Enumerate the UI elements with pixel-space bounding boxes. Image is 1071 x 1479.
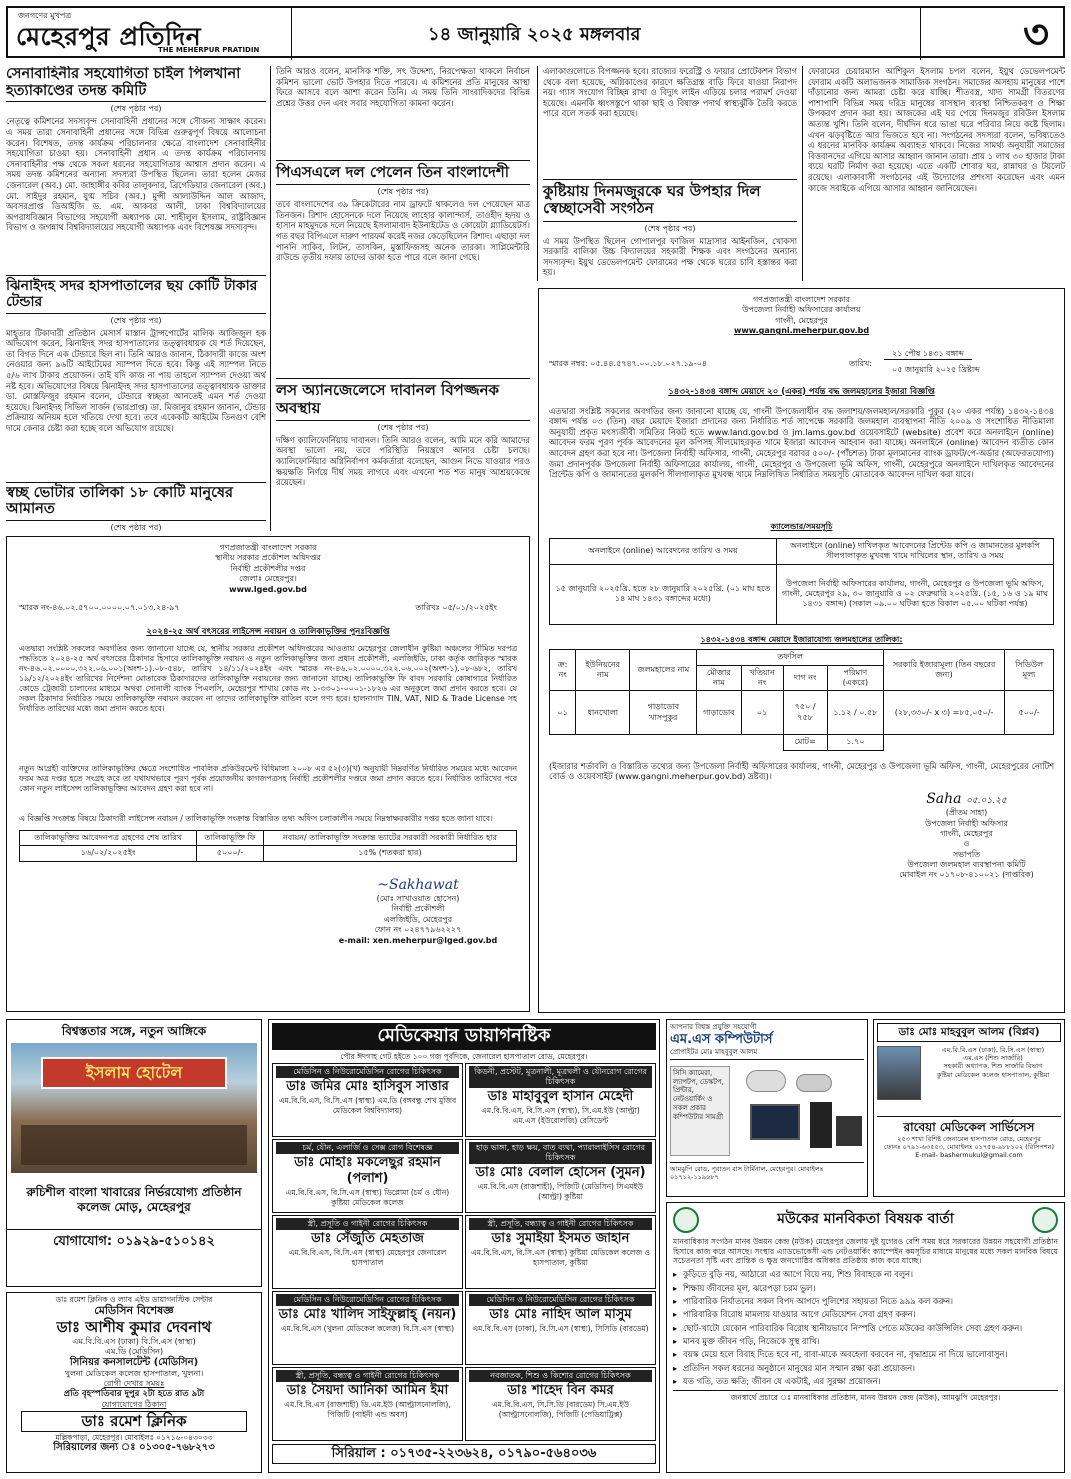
article-headline: লস অ্যানজেলেসে দাবানল বিপজ্জনক অবস্থায় [276, 378, 530, 421]
jalmahal-table [549, 649, 1054, 751]
doctor-name: ডাঃ মোঃ বেলাল হোসেন (সুমন) [475, 1164, 646, 1180]
hotel-photo [11, 1043, 257, 1173]
doctor-name: ডাঃ মোঃ খালিদ সাইফুল্লাহ্ (নয়ন) [278, 1306, 457, 1322]
ad-address: পৌর ঈদগাহ গেট হইতে ১০০ গজ পূর্বদিকে, জেনারেল হাসপাতাল রোড, মেহেরপুর। [340, 1051, 588, 1061]
doctor-degree: এম.বি.বি.এস (ঢাকা), বি.সি.এস (স্বাস্থ্য), সিসিডি (বারডেম) [472, 1324, 649, 1334]
doctor-degree: এম.বি.বি.এস, বি.সি.এস (স্বাস্থ্য), সি.এম.ইউ (আল্ট্রা) এম.এস (ইউরোলজি) রেসিডেন্ট [481, 1106, 640, 1125]
clinic-address: মল্লিকপাড়া, মেহেরপুর। মোবাইলঃ ০১৭১৬-০৪৩০৩৩ [55, 1432, 213, 1442]
ad-top: আপনার বিশ্বস্ত প্রযুক্তি সহযোগী [670, 1023, 757, 1031]
doctor-card [272, 1291, 463, 1365]
serial-phone: সিরিয়াল : ০১৭৩৫-২২৩৬২৪, ০১৭৯০-৫৬৪০৩৬ [272, 1444, 656, 1464]
list-item: ▸ মানব মুক্ত জীবন গড়ি, নিজেকে সুস্থ রাখি। [673, 1336, 1058, 1346]
notice-line: উপজেলা নির্বাহী অফিসারের কার্যালয় [742, 305, 861, 315]
signatory-name: (প্রীতম সাহা) [945, 808, 988, 818]
doctor-specialty: স্ত্রী, প্রসূতি, বন্ধ্যাত্ব ও গাইনী রোগের চিকিৎসক [469, 1218, 652, 1230]
ad-intro: মানবাধিকার সংগঠন মানব উন্নয়ন কেন্দ্র (মউক) মেহেরপুর জেলায় দুই যুগেরও বেশি সময় ধরে সরকারের উন্নয়ন সহযোগী প্রতিষ্ঠান হিসাবে কাজ করে আসছে। সংস্থার এ্যাডভোকেসী এন্ড নেটওয়ার্কিং ক্যাম্পেইন কমসূচির মাধ্যমে মানুষের মধ্যে সকল মানবিক বিষয়ে সচেতনতা সৃষ্টি এবং প্রান্তিক ও ক্ষুদ্র জনগোষ্ঠির অধিকার প্রতিষ্ঠায় কাজ করে যাচ্ছে। [673, 1237, 1058, 1266]
table-cell: ধানখোলা [576, 691, 630, 735]
mouk-logo-icon [1032, 1207, 1058, 1233]
table-cell: ০১ [550, 691, 576, 735]
table-header: নবায়ন/ তালিকাভূক্তি সংক্রান্ত ভ্যাটের সরকারী সরকারী নির্ধারিত হার [263, 830, 516, 845]
doctor-card [465, 1291, 656, 1365]
ad-items: সিসি ক্যামেরা, ল্যাপটপ, ডেস্কটপ, প্রিন্টার, নেটওয়ার্কিং ও সকল প্রকার কম্পিউটার সামগ্রী [670, 1066, 730, 1156]
notice-line: গণপ্রজাতন্ত্রী বাংলাদেশ সরকার [219, 543, 317, 552]
notice-date: তারিখঃ ০৫/০১/২০২৫ইং [415, 602, 497, 612]
date-bengali: ২১ পৌষ ১৪৩১ বঙ্গাব্দ [884, 349, 972, 360]
product-images [670, 1066, 864, 1156]
table-header: দাগ নং [783, 665, 827, 691]
signatory-office: গাংনী, মেহেরপুর [940, 828, 993, 838]
date-english: ০৫ জানুয়ারি ২০২৫ খ্রিষ্টাব্দ [892, 364, 980, 374]
schedule-cell: ১৫ জানুয়ারি ২০২৫খ্রি. হতে ২৮ জানুয়ারি ২০২৫খ্রি. (০১ মাঘ হতে ১৪ মাঘ ১৪৩১ বঙ্গাব্দের মধ্যে) [550, 564, 777, 624]
column-2 [270, 66, 530, 531]
shop-owner: প্রোপাইটর মোঃ মাহবুবুল আলম [670, 1048, 864, 1060]
table-cell: ০১ [741, 691, 783, 735]
lged-license-notice [6, 536, 530, 1012]
notice-body: এতদ্বারা সংশ্লিষ্ট সকলের অবগতির জন্য জানানো যাচ্ছে যে, গাংনী উপজেলাধীন বদ্ধ জলাশয়/জলমহাল/সরকারি পুকুর (২০ একর পর্যন্ত) ১৪৩২-১৪৩৪ বঙ্গাব্দ পর্যন্ত ০৩ (তিন) বছর মেয়াদে ইজারা প্রদানের জন্য নির্ধারিত শর্ত সাপেক্ষে সরকারি জলমহাল ব্যবস্থাপনা নীতি ২০০৯ ও সংশোধিত নীতিমালা অনুযায়ী প্রকৃত মৎস্যজীবী সমিতির নিকট হতে www.land.gov.bd ও jm.lams.gov.bd ওয়েবসাইটে (website) প্রবেশ করে অনলাইনে (online) আবেদন ফরম পূরণ পূর্বক আবেদনের মূল কপিসহ সীলমোহরকৃত খামে ইজারা আবেদন আহবান করা যাচ্ছে। অনলাইনে (online) আবেদন ব্যতীত কোন আবেদন গ্রহণ করা হবে না। উপজেলা নির্বাহী অফিসার, গাংনী, মেহেরপুর বরাবর ৫০০/- (পাঁচশত) টাকা মূল্যমানের ব্যাংক ড্রাফট/পে-অর্ডার (অফেরতযোগ্য) জমা প্রদানপূর্বক উপজেলা নির্বাহী অফিসারের কার্যালয়, গাংনী, মেহেরপুর ও উপজেলা ভূমি অফিস, গাংনী, মেহেরপুরে অনলাইনে দাখিলকৃত আবেদনের প্রিন্টেড কপি ও জামানতের মুলকপি সীলগালাকৃত মুখবন্ধ খামে নিম্নলিখিত নির্ধারিত সময়সূচি মোতাবেক আবেদন দাখিল করা যাবে। [549, 405, 1054, 480]
article-body: এ সময় উপস্থিত ছিলেন গোপালপুর ফাজিল মাদ্রাসার আইনজিন, খোকসা সরকারি বালিকা উচ্চ বিদ্যালয়ের সহকারী শিক্ষক এবং সংগঠনের অন্যান্য সদস্যবৃন্দ। ইয়ুথ ডেভেলপমেন্ট ফোরামের পক্ষ থেকে ঘরের চাবি হস্তান্তর করা হয়। [543, 235, 797, 278]
continued-label: (শেষ পৃষ্ঠার পর) [377, 422, 429, 432]
doctor-name: ডাঃ সৈয়দা আনিকা আমিন ইমা [286, 1382, 449, 1398]
notice-title: ১৪৩২-১৪৩৪ বঙ্গাব্দ মেয়াদে ২০ (একর) পর্যন্ত বদ্ধ জলমহালের ইজারা বিজ্ঞপ্তি [668, 386, 935, 397]
mouk-awareness-ad [666, 1202, 1065, 1473]
table-header: তালিকাভূক্তির আবেদনপত্র গ্রহণের শেষ তারিখ [20, 830, 197, 845]
camera-and-pc-icon [736, 1066, 864, 1156]
doctor-name: ডাঃ আশীষ কুমার দেবনাথ [56, 1318, 212, 1337]
ad-top: ডাঃ রমেশ ক্লিনিক ও ল্যাব এইড ডায়াগনস্টিক সেন্টার [55, 1295, 213, 1304]
newspaper-name: মেহেরপুর প্রতিদিন [16, 22, 202, 51]
doctor-degree: এম.বি.বি.এস, বি.সি.এস (স্বাস্থ্য) মেহেরপুর জেনারেল হাসপাতাল [288, 1248, 447, 1267]
table-cell: ১.১২ / ০.৫৮ [827, 691, 883, 735]
table-cell: ৫০০/- [1005, 691, 1054, 735]
doctor-degree: সহকারী অধ্যাপক, শিশু সার্জারি বিভাগ [943, 1062, 1043, 1071]
notice-line: জেলাঃ মেহেরপুর। [239, 574, 297, 584]
clinic-email: E-mail- bashermukul@gmail.com [915, 1151, 1023, 1160]
doctor-specialty: মেডিসিন ও নিউরোমেডিসিন রোগের চিকিৎসক [276, 1294, 459, 1306]
memo-number: স্মারক নং-৪৬.০২.৫৭০০.০০০০.০৭.০১৩.২৪-৯৭ [19, 602, 180, 612]
doctor-degree: এম.বি.বি.এস, সি.সি.ডি (বারডেম) সি.এম.ইউ (আল্ট্রাসনোলজি), পিজিটি (পেডিয়াট্রিক্স) [492, 1400, 629, 1419]
serial-phone: সিরিয়ালের জন্য ঃ ০১৩০৫-৭৬৮২৭৩ [53, 1442, 215, 1454]
doctor-specialty: স্ত্রী, প্রসূতি ও গাইনী রোগের চিকিৎসক [276, 1218, 459, 1230]
table-header: তালিকাভূক্তি ফি [197, 830, 264, 845]
table-header: জলমহালের নাম [630, 650, 697, 691]
doctor-degree: এম.বি.বি.এস (রাজশাহী), পিজিটি (মেডিসিন) সিএমইউ (আল্ট্রা) কুষ্টিয়া [477, 1182, 644, 1201]
signature: ~Sakhawat [377, 876, 459, 893]
medicare-diagnostic-ad [268, 1019, 660, 1473]
doctor-card [272, 1139, 463, 1213]
ad-line: রুচিশীল বাংলা খাবারের নির্ভরযোগ্য প্রতিষ্ঠান [26, 1185, 242, 1199]
doctor-card [272, 1063, 463, 1137]
notice-body: এতদ্বারা সংশ্লিষ্ট সকলের অবগতির জন্য জানানো যাচ্ছে যে, স্থানীয় সরকার প্রকৌশল অধিদপ্তরের আওতায় মেহেরপুর জেলাধীন কুষ্টিয়া অঞ্চলের সীমিত দরপত্র পদ্ধতিতে ২০২৪-২৫ অর্থ বৎসরের ঠিকাদার হিসাবে তালিকাভূক্তি নবায়ন ও নতুন তালিকাভূক্তির জন্য প্রধান প্রকৌশলী, এলজিইডি, ঢাকা কর্তৃক জারিকৃত স্মারক নং-৪৬.০২.০০০০.৩২২.০৬.০০১(অংশ-১).০৮-৫৪৮, তারিখ ১৪/১১/২০২৪ইং এবং স্মারক নং-৪৬.০২.০০০০.৩২২.০৬.০০২(অংশ-১).০৮-৬৮২, তারিখ ১৯/১২/২০২৪ইং তারিখের নির্দেশনা মোতাবেক ঠিকাদারদের তালিকাভুক্তি নবায়নের জন্য জানানো যাচ্ছে। তালিকাভুক্তি ফি বাবদ সরকারি কোষাগারে নির্ধারিত কোডে ট্রেজারী চালানের মাধ্যমে অথবা সোনালী ব্যাংক পিএলসি, মেহেরপুর শাখায় কোড নং ১-৩৩০১-০০০১-১৮২৬ এর অনুকূলে জমা প্রদান করতে হবে। যে সকল ঠিকাদার নির্ধারিত সময়ে তালিকাভুক্তি নবায়ন করবেন না তাদের তালিকাভুক্তি বাতিল বলে গণ্য হবে। হালনাগাদ TIN, VAT, NID & Trade License সহ নির্ধারিত তারিখের মধ্যে জমা প্রদান করতে হবে। [19, 644, 517, 713]
list-item: ▸ কুড়িতে বুড়ি নয়, আঠারো এর আগে বিয়ে নয়, শিশু বিবাহকে না বলুন। [673, 1269, 1058, 1279]
doctor-specialty: নবজাতক, শিশু ও কিশোর রোগের চিকিৎসক [469, 1370, 652, 1382]
clinic-name: ডাঃ রমেশ ক্লিনিক [21, 1411, 247, 1432]
table-cell: (২৮,৩৩০/- x ৩) =৮৫,০৫০/- [883, 691, 1004, 735]
clinic-phone: ফোনঃ ০৭৯১-৬৩৫৫৩, মোবাইলঃ ০১৭৫৪-৯৮৮১০২ (রিসিপশন) [883, 1143, 1055, 1152]
notice-line: গাংনী, মেহেরপুর [775, 315, 828, 325]
table-header-group: তফসিল [697, 650, 884, 665]
doctor-name: ডাঃ সেঁজুতি মেহতাজ [311, 1230, 424, 1246]
shop-address: আমঝুপি রোড, পুরাতন বাস টার্মিনাল, মেহেরপুর। মোবাইলঃ ০১৭১২-১১৯৬৮৭ [670, 1162, 864, 1181]
signatory-text: ও [963, 839, 970, 849]
table-header: সরকারি ইজারামূল্য (তিন বছরের জন্য) [883, 650, 1004, 691]
table-total-row [550, 735, 1054, 750]
table-header: মৌজার নাম [697, 665, 741, 691]
article-body: মাহ্তার টিকাদারী প্রতিষ্ঠান মেসার্স মাস্তান ট্রান্সপোর্টের মালিক আজিজুল হক অভিযোগ করেন, ঝিনাইদহ সদর হাসপাতালের তত্ত্বাবধায়ক যে শর্ত দিয়েছেন, তা বিগত দিনে এক টেন্ডারে ছিল না। তিনি আরও জানান, ঠিকাদারী কাজে অংশ নেওয়ার জন্য ৯৬টি আইটেমের স্যাম্পল দিতে হবে। কিন্তু এই স্যাম্পল নিতে ৫/৬ লাখ টাকার প্রয়োজন। তাই যদি কাজ না পায় তাহলে স্যাম্পল দেওয়া অর্থ নষ্ট হবে। অভিযোগের বিষয়ে ঝিনাইদহ সদর হাসপাতালের তত্ত্বাবধায়ক ডাক্তার ডা. মোস্তফিজুর রহমান বলেন, টেন্ডারে স্বচ্ছতা আনতেই এমন শর্ত দেওয়া হয়েছে। ঝিনাইদহ সিভিল সার্জন (ভারপ্রাপ্ত) ডা. মিজানুর রহমান জানান, টেন্ডার প্রক্রিয়ায় অনিয়ম হলে খতিয়ে দেখা হবে। তবে একেকটি আইটেম তিনগুণ বেশি দামে কেনার চেষ্টা করা হচ্ছে বলে অভিযোগ রয়েছে। [6, 327, 266, 434]
awareness-list [673, 1269, 1058, 1386]
article-headline: পিএসএলে দল পেলেন তিন বাংলাদেশী [276, 160, 530, 185]
doctor-degree: এম.বি.বি.এস (ঢাকা), বি.সি.এস (স্বাস্থ্য) [941, 1046, 1045, 1055]
notice-line: স্থানীয় সরকার প্রকৌশল অধিদপ্তর [215, 553, 321, 563]
list-item: ▸ যত গতি, তত ক্ষতি; জীবন যে একটাই, এর সুরক্ষা প্রয়োজন। [673, 1376, 1058, 1386]
doctor-degree: খুলনা মেডিকেল কলেজ হাসপাতাল, খুলনা। [64, 1369, 204, 1379]
signatory-title: উপজেলা নির্বাহী অফিসার [925, 818, 1008, 828]
notice-body: এ বিজ্ঞপ্তি সংক্রান্ত বিষয়ে ঠিকাদারী লাইসেন্স নবায়ন / তালিকাভূক্তি সংক্রান্ত বিস্তারিত তথ্য অফিস চলাকালীন সময়ে নিম্নস্বাক্ষরকারীর দপ্তর হতে জানা যাবে। [19, 814, 493, 823]
doctor-biplob-ad [873, 1019, 1065, 1197]
masthead [6, 6, 1065, 58]
table-row [550, 691, 1054, 735]
doctor-name: ডাঃ মোহাঃ মকলেছুর রহমান (পলাশ) [294, 1154, 441, 1187]
doctor-specialty: হাড় ভাঙ্গা, হাড় ক্ষয়, বাত ব্যথা, প্যারালাইসিস রোগের চিকিৎসক [469, 1142, 652, 1164]
doctor-degree: এম.বি.বি.এস, বি.সি.এস (স্বাস্থ্য) ডিপ্লোমা (চর্ম ও যৌন) কুষ্টিয়া মেডিকেল কলেজ [285, 1188, 450, 1207]
column-4 [802, 66, 1065, 281]
shop-name: এম.এস কম্পিউটার্স [670, 1031, 773, 1047]
clinic-name: রাবেয়া মেডিকেল সার্ভিসেস [877, 1116, 1061, 1135]
article-body: ফোরামের চেয়ারম্যান আশিকুল ইসলাম চপল বলেন, ইয়ুথ ডেভেলপমেন্ট ফোরাম একটি অলাভজনক সামাজিক সংগঠন। সমাজের অসহায় মানুষের পাশে দাঁড়ানোর জন্য আমরা চেষ্টা করে যাচ্ছি। শীতবস্ত্র, খাদ্য সামগ্রী বিতরণের পাশাপাশি বিভিন্ন সময় দরিদ্র মানুষের বাসস্থান ব্যবস্থা নিশ্চিতকরণ ও শিক্ষা উপকরণ প্রদান করা হয়। আজকের এই ঘর পেয়ে দিনমজুর রবিউল ইসলাম অত্যন্ত খুশি। তিনি বলেন, দীর্ঘদিন ধরে ভাঙা ঘরে পরিবার নিয়ে কষ্টে ছিলাম। এখন ঝড়বৃষ্টিতে আর ভিজতে হবে না। সংগঠনের সদস্যরা বলেন, ভবিষ্যতেও এ ধরনের মানবিক কার্যক্রম অব্যাহত থাকবে। নিজের সামর্থ্য অনুযায়ী সমাজের বিত্তবানদের এগিয়ে আসার আহ্বান জানান তারা। প্রায় ১ লাখ ৩০ হাজার টাকা ব্যয়ে ঘরটি নির্মাণ করা হয়েছে। এতে একটি শোবার ঘর, রান্নাঘর ও টয়লেট রয়েছে। এলাকাবাসী সংগঠনের এই উদ্যোগের প্রশংসা করেছেন এবং এমন কাজে সবাইকে এগিয়ে আসার আহ্বান জানিয়েছেন। [808, 66, 1065, 193]
list-item: ▸ পারিবারিক নির্যাতনের সকল বিপদ আপদে পুলিশের সহায়তা নিতে ৯৯৯ কল করুন। [673, 1296, 1058, 1306]
article-headline: সেনাবাহিনীর সহযোগিতা চাইল পিলখানা হত্যাকাণ্ডের তদন্ত কমিটি [6, 66, 266, 102]
ad-title: মেডিকেয়ার ডায়াগনষ্টিক [272, 1023, 656, 1050]
continued-label: (শেষ পৃষ্ঠার পর) [110, 104, 162, 114]
ad-line: কলেজ মোড়, মেহেরপুর [77, 1200, 191, 1214]
signature-block [879, 790, 1054, 881]
doctor-card [465, 1215, 656, 1289]
notice-body: নতুন আগ্রহী ব্যক্তিদের তালিকাভূক্তির ক্ষেত্রে সংশোধিত পাবলিক প্রকিউরমেন্ট বিধিমালা ২০০৮ এর ৫২(৩)(খ) অনুযায়ী নিম্নবর্ণিত নির্ধারিত সময়ের মধ্যে আবেদন ফরম অত্র দপ্তর হতে সংগ্রহ করে তা যথাযথভাবে পূরণ পূর্বক প্রয়োজনীয় কাগজপত্রসহ নির্বাহী প্রকৌশলীর দপ্তরে জমা প্রদান করতে হবে। নির্ধারিত তারিখের পরে কোন নতুন লাইসেন্স তালিকাভূক্তির আবেদন গ্রহণ করা হবে না। [19, 764, 517, 793]
total-value: ১.৭০ [827, 735, 883, 750]
doctor-specialty: কিডনী, প্রস্টেট, মূত্রনালী, মূত্রথলী ও যৌনরোগ রোগের চিকিৎসক [469, 1066, 652, 1088]
list-title: ১৪৩২-১৪৩৪ বঙ্গাব্দ মেয়াদে ইজারাযোগ্য জলমহালের তালিকা: [700, 634, 903, 644]
issue-date: ১৪ জানুয়ারি ২০২৫ মঙ্গলবার [428, 24, 641, 45]
signature-block [319, 876, 517, 946]
table-cell: ৫০০০/- [197, 846, 264, 861]
total-label: মোট= [783, 735, 827, 750]
ad-tagline: বিশ্বস্ততার সঙ্গে, নতুন আঙ্গিকে [61, 1024, 207, 1038]
doctor-card [465, 1367, 656, 1441]
gangni-lease-notice [538, 288, 1065, 1013]
list-item: ▸ শিক্ষায় জীবনের মূল, ঝরেপড়া চরম ভুল। [673, 1283, 1058, 1293]
table-header: খতিয়ান নং [741, 665, 783, 691]
schedule-header: অনলাইনে (online) দাখিলকৃত আবেদনের প্রিন্টেড কপি ও জামানতের মুলকপি সীলগালাকৃত মুখবন্ধ খামে দাখিলের স্থান, তারিখ ও সময় [776, 539, 1053, 565]
signatory-text: সভাপতি [952, 849, 981, 859]
date-label: তারিখ: [849, 358, 872, 368]
ad-specialty: মেডিসিন বিশেষজ্ঞ [94, 1304, 174, 1318]
doctor-degree: এম.বি.বি.এস, বি.সি.এস (স্বাস্থ্য) এম.ডি (বঙ্গবন্ধু শেখ মুজিব মেডিকেল বিশ্ববিদ্যালয়) [278, 1096, 457, 1115]
signatory-office: এলজিইডি, মেহেরপুর [383, 914, 453, 924]
notice-line: গণপ্রজাতন্ত্রী বাংলাদেশ সরকার [752, 295, 851, 304]
doctor-degree: সিনিয়র কনসালটেন্ট (মেডিসিন) [69, 1356, 199, 1368]
list-item: ▸ প্রতিদিন সকল ধরনের অনুষ্ঠানে মানুষের মান সম্মান রক্ষা করা প্রয়োজন। [673, 1363, 1058, 1373]
continued-label: (শেষ পৃষ্ঠার পর) [110, 522, 162, 531]
list-item: ▸ পারিবারিক বিরোধ মামলায় যাওয়ার আগে মেডিয়েশন সেবা গ্রহণ করুন। [673, 1309, 1058, 1319]
newspaper-name-en: THE MEHERPUR PRATIDIN [158, 46, 260, 54]
calendar-title: ক্যালেন্ডার/সময়সূচি [770, 521, 833, 531]
mouk-logo-icon [673, 1207, 699, 1233]
doctor-specialty: চর্ম, যৌন, এলার্জি ও সেক্স রোগ বিশেষজ্ঞ [276, 1142, 459, 1154]
signatory-title: নির্বাহী প্রকৌশলী [391, 904, 445, 914]
doctor-degree: এম.বি.বি.এস, বি.সি.এস (স্বাস্থ্য) কুষ্টিয়া মেডিকেল কলেজ ও হাসপাতাল, কুষ্টিয়া [471, 1248, 650, 1267]
list-item: ▸ বয়স্ক মেয়ে হলে বিবাহ দিতে হবে না, বাবা-মাকে অবহেলা করবেন না, বৃদ্ধাশ্রমে না দিয়ে ভালোবাসুন। [673, 1349, 1058, 1359]
signatory-email: e-mail: xen.meherpur@lged.gov.bd [338, 935, 498, 945]
signatory-phone: ফোন নং ০২৪৭৭৯৬২২২৭ [374, 925, 462, 935]
memo-number: স্মারক নম্বর: ০৫.৪৪.৫৭৪৭.০০.১৮.০২৭.১৯-০৪ [549, 358, 708, 368]
ad-phone: যোগাযোগ: ০১৯২৯-৫১০১৪২ [7, 1229, 261, 1250]
signatory-phone: মোবাইল নং ০১৭০৮-৪১০০২১ (দাপ্তরিক) [899, 870, 1034, 880]
doctor-specialty: মেডিসিন ও নিউরোমেডিসিন রোগের চিকিৎসক [469, 1294, 652, 1306]
hotel-ad [6, 1019, 262, 1287]
doctor-degree: এম.বি.বি.এস (খুলনা মেডিকেল কলেজ) বি.সি.এস (স্বাস্থ্য) [280, 1324, 455, 1334]
doctor-specialty: স্ত্রী, প্রসূতি, বন্ধ্যত্ব ও গাইনী রোগের চিকিৎসক [276, 1370, 459, 1382]
table-cell: ১৬/০২/২০২৫ইং [20, 846, 197, 861]
ad-footer: জনস্বার্থে প্রচারে ঃ মানবাধিকার প্রতিষ্ঠান, মানব উন্নয়ন কেন্দ্র (মউক), আমঝুপি মেহেরপুর। [673, 1390, 1058, 1402]
doctor-degree: এম.ডি (মেডিসিন) [104, 1346, 164, 1356]
table-cell: গাড়াডোব [697, 691, 741, 735]
article-body: তবে বাংলাদেশের ৩৯ ক্রিকেটারের নাম ড্রাফটে থাকলেও দল পেয়েছেন মাত্র তিনজন। রিশাদ হোসেনকে দলে নিয়েছে লাহোর কালান্দার্স, তাওহীদ হৃদয় ও হাসান মাহমুদকে দলে নিয়েছে ইসলামাবাদ ইউনাইটেড ও কোয়েটা গ্ল্যাডিয়েটর্স। গত বছর বিপিএলে দারুণ পারফর্ম করেই নজর কেড়েছিলেন রিশাদ। এছাড়া দল পাননি সাকিব, লিটন, তাসকিন, মুস্তাফিজসহ অনেক তারকা। সাপ্লিমেন্টারি রাউন্ডে তৃতীয় দফায় তাদের ডাকা হতে পারে বলে জানা গেছে। [276, 199, 530, 263]
doctor-name: ডাঃ মোঃ মাহবুবুল আলম (বিপ্লব) [877, 1023, 1061, 1042]
table-header: পরিমাণ (একরে) [827, 665, 883, 691]
doctor-photo [877, 1046, 921, 1100]
doctor-grid [272, 1063, 656, 1441]
clinic-address: ২৫৩ শাখা বিশিষ্ট জেনারেল হাসপাতাল রোড, মেহেরপুর [897, 1135, 1041, 1144]
article-body: এলাকাগুলোতে বিপজ্জনক হবে। রাজ্যের ফরেস্ট্রি ও ফায়ার প্রোটেকশন বিভাগ থেকে বলা হয়েছে, অগ্নিকাণ্ডের কারণে ক্ষতিগ্রস্ত বাড়ি ফিরে যাওয়া নিরাপদ নয়। গ্যাস সংযোগ বিচ্ছিন্ন রাখা ও বিদ্যুৎ লাইন এড়িয়ে চলার পরামর্শ দেওয়া হয়েছে। এমনকি ধ্বংসস্তূপে থাকা ছাই ও বিষাক্ত পদার্থ স্বাস্থ্যঝুঁকি তৈরি করতে পারে বলে সতর্ক করা হয়েছে। [543, 66, 797, 119]
table-cell: ৭৫০ / ৭৫৮ [783, 691, 827, 735]
column-1 [6, 66, 266, 531]
article-body: নেতৃত্বে কমিশনের সদস্যবৃন্দ সেনাবাহিনী প্রধানের সঙ্গে সৌজন্য সাক্ষাৎ করেন। এ সময় তারা সেনাবাহিনী প্রধানের সঙ্গে বিভিন্ন গুরুত্বপূর্ণ বিষয়ে আলোচনা করেন। বিশেষত, তদন্ত কার্যক্রম পরিচালনার ক্ষেত্রে বাংলাদেশ সেনাবাহিনীর সহযোগিতা চাওয়া হয়। সেনাবাহিনী প্রধান এ তদন্ত কার্যক্রম পরিচালনায় সেনাবাহিনীর পক্ষ থেকে সকল ধরনের সহযোগিতার আশ্বাস প্রদান করেন। এ সময় তদন্ত কমিশনের অন্যান্য সদস্যরা উপস্থিত ছিলেন। তারা হলেন মেজর জেনারেল (অব.) মো. জাহাঙ্গীর কবির তালুকদার, ব্রিগেডিয়ার জেনারেল (অব.) মো. সাইদুর রহমান, যুগ্ম সচিব (অব.) মুন্সী আলাউদ্দিন আল আজাদ, অবসরপ্রাপ্ত ডিআইজি ড. এম. আকবর আলী, ঢাকা বিশ্ববিদ্যালয়ের অপরাধবিজ্ঞান বিভাগের সহযোগী অধ্যাপক মো. শাহীলুল ইসলাম, রাষ্ট্রবিজ্ঞান বিভাগ ও জগন্নাথ বিশ্ববিদ্যালয়ের সহযোগী অধ্যাপক এবং বিশেষজ্ঞ সদস্যবৃন্দ। [6, 116, 266, 233]
article-headline: কুষ্টিয়ায় দিনমজুরকে ঘর উপহার দিল স্বেচ্ছাসেবী সংগঠন [543, 179, 797, 222]
table-header: সিডিউল মূল্য [1005, 650, 1054, 691]
article-body: তিনি আরও বলেন, মানসিক শক্তি, সৎ উদ্দেশ্য, নিরপেক্ষতা থাকলে নির্বাচন কমিশন ভালো ভোট উপহার দিতে পারবে। এ কমিশনের প্রতি মানুষের আস্থা ফিরে আসবে বলে আশা করেন তিনি। এ সময় তিনি সাংবাদিকদের বিভিন্ন প্রশ্নের উত্তর দেন এবং সবার সহযোগিতা কামনা করেন। [276, 66, 530, 108]
masthead-tagline: জনগণের মুখপত্র [18, 11, 72, 20]
list-item: ▸ ছোট-খাটো যেকোন পারিবারিক বিরোধ স্থানীয়ভাবে নিস্পত্তি পেতে মউকের কাউন্সিলিং সেবা গ্রহণ করুন। [673, 1323, 1058, 1333]
table-cell: ১৫% (শতকরা হার) [263, 846, 516, 861]
notice-footer: (ইজারার শর্তাবলি ও বিস্তারিত তথ্যের জন্য উপজেলা নির্বাহী অফিসারের কার্যালয়, গাংনী, মেহেরপুর ও উপজেলা ভূমি অফিস, গাংনী, মেহেরপুরের নোটিশ বোর্ড ও ওয়েবসাইট (www.gangni.meherpur.gov.bd) দ্রষ্টব্য)। [549, 760, 1054, 782]
article-body: দক্ষিণ ক্যালিফোর্নিয়ায় দাবানল। তিনি আরও বলেন, আমি মনে করি আমাদের অবস্থা ভালো নয়, তবে পরিস্থিতি নিয়ন্ত্রণে আনার চেষ্টা চলছে। ক্যালিফোর্নিয়ার অগ্নিনির্বাপণ কর্মকর্তারা বলেছেন, আগুন নিভে যাওয়ার পরও ক্ষয়ক্ষতি নির্ণয়ে দীর্ঘ সময় লাগবে এবং এখনো শত শত মানুষ আশ্রয়কেন্দ্রে রয়েছেন। [276, 434, 530, 488]
doctor-name: ডাঃ মাহাবুবুল হাসান মেহেদী [487, 1088, 634, 1104]
doctor-degree: এম.বি.বি.এস (রাজশাহী) ডি.এম.ইউ (আল্ট্রাসনোলজি), পিজিটি (গাইনী এন্ড অবস) [284, 1400, 451, 1419]
ad-title: মউকের মানবিকতা বিষয়ক বার্তা [777, 1211, 954, 1228]
table-header: ক্র: নং [550, 650, 576, 691]
signatory-text: উপজেলা জলমহাল ব্যবস্থাপনা কমিটি [907, 860, 1026, 870]
doctor-degree: এম.বি.বি.এস (ঢাকা) বি.সি.এস (স্বাস্থ্য) [72, 1336, 196, 1346]
signature: Saha ০৫.০১.২৫ [926, 790, 1007, 807]
doctor-card [465, 1139, 656, 1213]
schedule-cell: উপজেলা নির্বাহী অফিসারের কার্যালয়, গাংনী, মেহেরপুর ও উপজেলা ভূমি অফিস, গাংনী, মেহেরপুর ২৯, ৩০ জানুয়ারি ও ০২ ফেব্রুয়ারি ২০২৫খ্রি. (১৫, ১৬ ও ১৯ মাঘ ১৪৩১ বঙ্গাব্দ) (সকাল ০৯.০০ ঘটিকা হতে বিকাল ০৫.০০ ঘটিকা পর্যন্ত) [776, 564, 1053, 624]
doctor-name: ডাঃ জমির মোঃ হাসিবুস সাত্তার [286, 1078, 449, 1094]
continued-label: (শেষ পৃষ্ঠার পর) [377, 187, 429, 197]
column-3 [537, 66, 797, 281]
doctor-name: ডাঃ সুমাইয়া ইসমত জাহান [491, 1230, 630, 1246]
hotel-signboard: ইসলাম হোটেল [41, 1057, 227, 1089]
doctor-card [272, 1367, 463, 1441]
notice-website: www.lged.gov.bd [229, 584, 307, 594]
computer-shop-ad [666, 1019, 868, 1197]
doctor-specialty: মেডিসিন ও নিউরোমেডিসিন রোগের চিকিৎসক [276, 1066, 459, 1078]
table-header: ইউনিয়নের নাম [576, 650, 630, 691]
schedule-table [549, 538, 1054, 625]
table-cell: গাড়াডোব খাসপুকুর [630, 691, 697, 735]
continued-label: (শেষ পৃষ্ঠার পর) [110, 315, 162, 325]
signatory-name: (মোঃ সাখাওয়াত হোসেন) [376, 893, 460, 903]
visiting-time: প্রতি বৃহস্পতিবার দুপুর ২টা হতে রাত ৯টা [63, 1389, 205, 1400]
address-label: যোগাযোগের ঠিকানা [101, 1400, 167, 1409]
doctor-degree: কুষ্টিয়া মেডিকেল কলেজ হাসপাতাল, কুষ্টিয়া [936, 1070, 1050, 1079]
doctor-card [272, 1215, 463, 1289]
continued-label: (শেষ পৃষ্ঠার পর) [644, 223, 696, 233]
article-headline: ঝিনাইদহ সদর হাসপাতালের ছয় কোটি টাকার টেন্ডার [6, 275, 266, 313]
notice-line: নির্বাহী প্রকৌশলীর দপ্তর [230, 563, 306, 573]
doctor-name: ডাঃ শাহেদ বিন কমর [507, 1382, 614, 1398]
schedule-header: অনলাইনে (online) আবেদনের তারিখ ও সময় [550, 539, 777, 565]
ramesh-clinic-ad [6, 1292, 262, 1473]
page-number: ৩ [1022, 12, 1049, 58]
license-fee-table [19, 830, 517, 862]
notice-website: www.gangni.meherpur.gov.bd [733, 326, 870, 336]
visiting-label: রোগী দেখার সময়ঃ [103, 1379, 165, 1389]
notice-title: ২০২৪-২৫ অর্থ বৎসরের লাইসেন্স নবায়ন ও তালিকাভূক্তির পুনঃবিজ্ঞপ্তি [146, 626, 390, 637]
table-row [20, 846, 517, 861]
article-headline: স্বচ্ছ ভোটার তালিকা ১৮ কোটি মানুষের আমানত [6, 482, 266, 521]
doctor-card [465, 1063, 656, 1137]
doctor-name: ডাঃ মোঃ নাহিদ আল মাসুম [489, 1306, 632, 1322]
doctor-degree: এম.এস (শিশু সার্জারি) [963, 1054, 1023, 1063]
